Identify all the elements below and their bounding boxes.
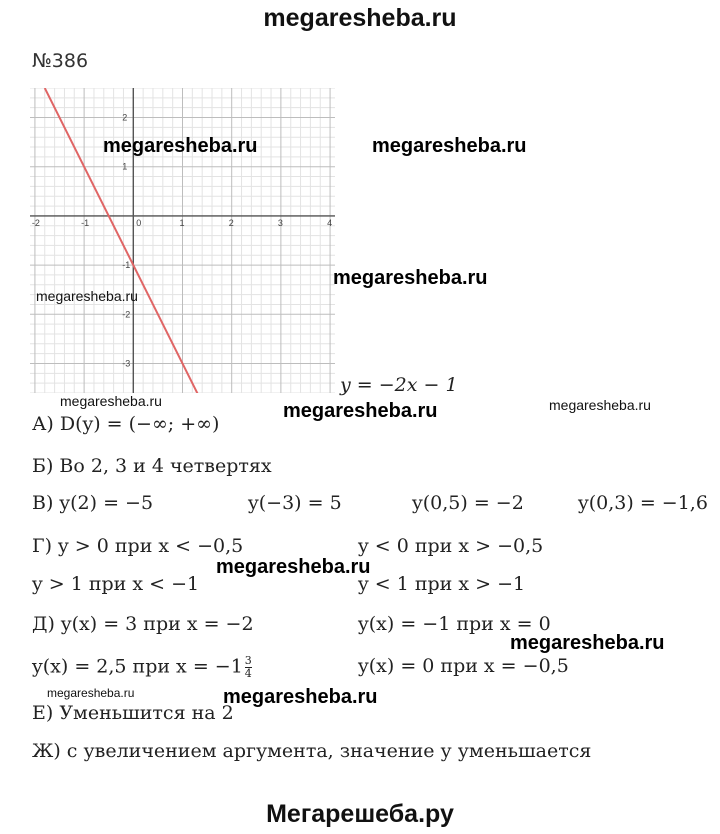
graph-formula: y = −2x − 1 xyxy=(340,374,458,396)
y-tick-label: 2 xyxy=(122,112,128,123)
y-tick-label: 1 xyxy=(122,161,128,172)
grid-major-lines xyxy=(30,88,335,393)
answer-a: А) D(y) = (−∞; +∞) xyxy=(32,413,220,435)
answer-d3-text: y(x) = 2,5 при x = −1 xyxy=(32,655,243,678)
watermark: megaresheba.ru xyxy=(60,393,162,409)
series-line xyxy=(45,88,200,393)
function-graph xyxy=(30,88,335,393)
x-tick-label: -2 xyxy=(31,217,40,228)
site-title: megaresheba.ru xyxy=(263,4,457,32)
y-tick-label: -3 xyxy=(122,358,131,369)
answer-g3: y > 1 при x < −1 xyxy=(32,573,200,595)
answer-g2: y < 0 при x > −0,5 xyxy=(358,535,544,557)
answer-d1: Д) y(x) = 3 при x = −2 xyxy=(32,613,254,635)
footer-site: Мегарешеба.ру xyxy=(266,800,454,828)
series-lines xyxy=(45,88,200,393)
answer-d2: y(x) = −1 при x = 0 xyxy=(358,613,551,635)
watermark: megaresheba.ru xyxy=(223,686,378,708)
answer-b: Б) Во 2, 3 и 4 четвертях xyxy=(32,455,272,477)
y-tick-label: -1 xyxy=(122,260,131,271)
x-tick-label: 2 xyxy=(228,217,234,228)
watermark: megaresheba.ru xyxy=(216,556,371,578)
answer-d4: y(x) = 0 при x = −0,5 xyxy=(358,655,569,677)
answer-d3 xyxy=(32,655,252,680)
fraction-numerator: 3 xyxy=(244,654,252,667)
watermark: megaresheba.ru xyxy=(372,135,527,157)
x-tick-label: -1 xyxy=(81,217,90,228)
watermark: megaresheba.ru xyxy=(333,267,488,289)
x-tick-label: 0 xyxy=(136,217,142,228)
watermark: megaresheba.ru xyxy=(549,397,651,413)
answer-v4: y(0,3) = −1,6 xyxy=(578,492,708,514)
watermark: megaresheba.ru xyxy=(47,686,135,700)
answer-g1: Г) y > 0 при x < −0,5 xyxy=(32,535,244,557)
y-tick-label: -2 xyxy=(122,309,131,320)
answer-zh: Ж) с увеличением аргумента, значение у уменьшается xyxy=(32,740,592,762)
answer-v1: В) y(2) = −5 xyxy=(32,492,154,514)
answer-e: Е) Уменьшится на 2 xyxy=(32,702,234,724)
answer-v3: y(0,5) = −2 xyxy=(412,492,524,514)
answer-v2: y(−3) = 5 xyxy=(248,492,342,514)
problem-number: №386 xyxy=(32,50,89,72)
x-tick-label: 3 xyxy=(277,217,283,228)
fraction xyxy=(245,655,252,680)
watermark: megaresheba.ru xyxy=(103,135,258,157)
watermark: megaresheba.ru xyxy=(283,400,438,422)
fraction-denominator: 4 xyxy=(244,667,252,680)
x-tick-label: 4 xyxy=(327,217,333,228)
answer-g4: y < 1 при x > −1 xyxy=(358,573,526,595)
watermark: megaresheba.ru xyxy=(510,632,665,654)
x-tick-label: 1 xyxy=(179,217,185,228)
watermark: megaresheba.ru xyxy=(36,288,138,304)
